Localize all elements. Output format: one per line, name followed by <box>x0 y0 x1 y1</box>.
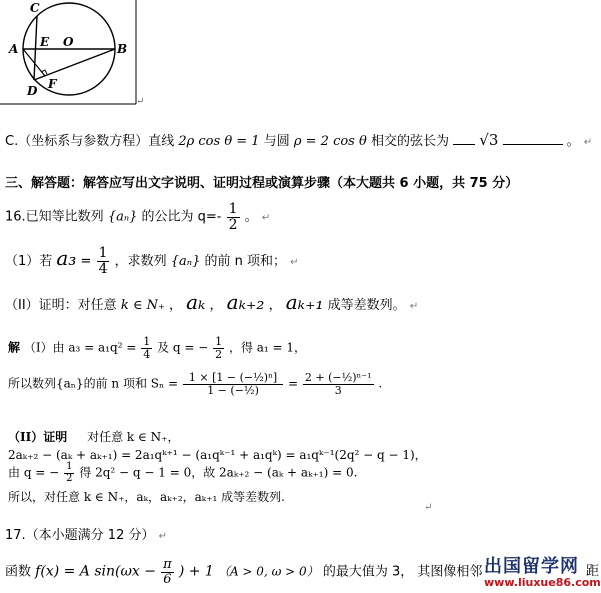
sol-l1-d1: 4 <box>143 347 151 361</box>
solution-l5 <box>8 462 357 484</box>
q17-pi: π <box>163 557 172 572</box>
sol-l1-a: （I）由 a₃ = a₁q² = <box>23 340 137 355</box>
q16-q-den: 2 <box>228 216 238 233</box>
label-O: O <box>63 35 74 49</box>
q16-p2-a: （II）证明：对任意 <box>5 298 117 313</box>
q16-stem-a: 16.已知等比数列 <box>5 209 104 225</box>
q16-p1-den: 4 <box>98 261 108 277</box>
q15c-suffix: 相交的弦长为 <box>370 134 449 149</box>
circle-figure <box>0 0 140 106</box>
solution-l6: 所以，对任意 k ∈ N₊，aₖ，aₖ₊₂，aₖ₊₁ 成等差数列. <box>8 490 285 504</box>
q16-part2 <box>5 290 418 314</box>
return-mark: ↵ <box>290 257 299 268</box>
return-mark: ↵ <box>158 531 168 542</box>
q17-six: 6 <box>163 571 172 587</box>
q17-heading <box>5 524 167 543</box>
label-A: A <box>9 42 19 56</box>
sol-l2-eq: = <box>287 376 299 391</box>
sol-l1-c: ，得 a₁ = 1， <box>228 340 307 355</box>
sol-l5-b: 得 2q² − q − 1 = 0，故 2aₖ₊₂ − (aₖ + aₖ₊₁) = 0. <box>79 465 358 480</box>
return-mark: ↵ <box>424 502 433 513</box>
sol-l1-frac2 <box>213 336 224 360</box>
q16-seq: {aₙ} <box>107 209 138 225</box>
label-F: F <box>48 77 57 91</box>
answer-blank-right <box>503 144 563 145</box>
return-mark: ↵ <box>136 96 145 107</box>
q16-p2-k: k ∈ N₊ <box>120 298 165 313</box>
q16-p1-fraction <box>97 246 110 276</box>
q16-p1-seq: {aₙ} <box>170 254 201 269</box>
sol-l2-end: . <box>378 376 383 391</box>
q15c-line <box>5 130 592 149</box>
q16-p1-a: （1）若 <box>5 254 53 269</box>
q15c-prefix: C.（坐标系与参数方程）直线 <box>5 134 175 149</box>
answer-blank-left <box>453 144 475 145</box>
sol-l2-a: 所以数列{aₙ}的前 n 项和 Sₙ = <box>8 376 179 391</box>
sol-l2-f1-num: 1 × [1 − (−½)ⁿ] <box>183 372 283 385</box>
label-B: B <box>117 42 128 56</box>
q16-p1-c: 的前 n 项和； <box>204 254 286 269</box>
solution-label: 解 <box>8 340 21 355</box>
q15c-end: 。 <box>566 134 580 149</box>
q16-p1-num: 1 <box>98 245 108 262</box>
solution-l2 <box>8 372 382 396</box>
q17-head: 17.（本小题满分 12 分） <box>5 528 155 543</box>
sol-l3-text: 对任意 k ∈ N₊， <box>87 430 180 444</box>
q16-stem <box>5 202 270 232</box>
q17-pi-frac <box>161 558 174 586</box>
watermark-url: www.liuxue86.com <box>484 576 601 589</box>
chord-CD <box>34 16 37 80</box>
label-E: E <box>40 35 50 49</box>
q15c-mid: 与圆 <box>263 134 290 149</box>
q16-q-fraction <box>227 202 240 232</box>
solution-l4: 2aₖ₊₂ − (aₖ + aₖ₊₁) = 2a₁qᵏ⁺¹ − (a₁qᵏ⁻¹ + a₁qᵏ) = a₁qᵏ⁻¹(2q² − q − 1)， <box>8 448 427 462</box>
q15c-circle-eq: ρ = 2 cos θ <box>293 134 367 149</box>
q16-sep2: ， <box>268 298 282 313</box>
right-angle-mark <box>41 70 47 74</box>
sol-l1-d2: 2 <box>215 347 223 361</box>
label-C: C <box>30 1 40 15</box>
watermark-cn: 出国留学网 <box>484 556 579 577</box>
solution-l3 <box>8 428 180 445</box>
q17-cond: （A > 0, ω > 0） <box>217 564 319 579</box>
q16-p2-comma: ， <box>168 298 182 313</box>
sol-l2-f2-num: 2 + (−½)ⁿ⁻¹ <box>304 371 372 384</box>
sol-l2-f1-den: 1 − (−½) <box>207 383 259 397</box>
sol-l1-n1: 1 <box>143 335 151 348</box>
return-mark: ↵ <box>409 301 419 312</box>
q16-stem-end: 。 <box>244 209 258 225</box>
q17-a: 函数 <box>5 564 32 580</box>
q16-a3: a₃ <box>56 246 77 270</box>
return-mark: ↵ <box>261 212 271 224</box>
sol-l1-n2: 1 <box>215 335 223 348</box>
q16-part1 <box>5 246 299 277</box>
sol-l1-b: 及 q = − <box>157 340 209 355</box>
q16-sep1: ， <box>209 298 223 313</box>
q16-ak1: aₖ₊₁ <box>285 290 324 314</box>
solution-l1 <box>8 336 306 360</box>
sol-l2-f2-den: 3 <box>334 383 342 397</box>
q17-c: 的最大值为 3， 其图像相邻 <box>322 564 483 580</box>
q16-p1-b: ，求数列 <box>114 254 167 269</box>
q17-line <box>5 558 482 586</box>
chord-DB <box>34 49 115 80</box>
sol-l5-d: 2 <box>66 472 73 484</box>
sol-l1-frac1 <box>141 336 152 360</box>
q17-fx: f(x) = A sin(ωx − <box>35 563 156 580</box>
q15c-answer: √3 <box>479 131 499 149</box>
sol-l5-a: 由 q = − <box>8 465 60 480</box>
q16-ak2: aₖ₊₂ <box>226 290 265 314</box>
label-D: D <box>27 84 38 98</box>
q16-q-num: 1 <box>228 201 238 217</box>
q16-p1-eq: = <box>80 254 92 269</box>
q16-stem-b: 的公比为 q=- <box>141 209 222 225</box>
sol-l2-frac1 <box>183 372 283 396</box>
section3-heading: 三、解答题：解答应写出文字说明、证明过程或演算步骤（本大题共 6 小题，共 75 分） <box>5 176 519 191</box>
sol-l5-n: 1 <box>66 461 73 472</box>
q16-p2-b: 成等差数列。 <box>327 298 406 313</box>
q17-b: ) + 1 <box>178 563 214 580</box>
q15c-line-eq: 2ρ cos θ = 1 <box>178 134 260 149</box>
sol-l2-frac2 <box>303 372 374 396</box>
return-mark: ↵ <box>583 137 593 148</box>
q16-ak: aₖ <box>186 290 206 314</box>
q17-d: 距 <box>586 564 600 579</box>
sol-l3-label: （II）证明 <box>8 430 68 444</box>
sol-l5-frac <box>64 462 74 484</box>
